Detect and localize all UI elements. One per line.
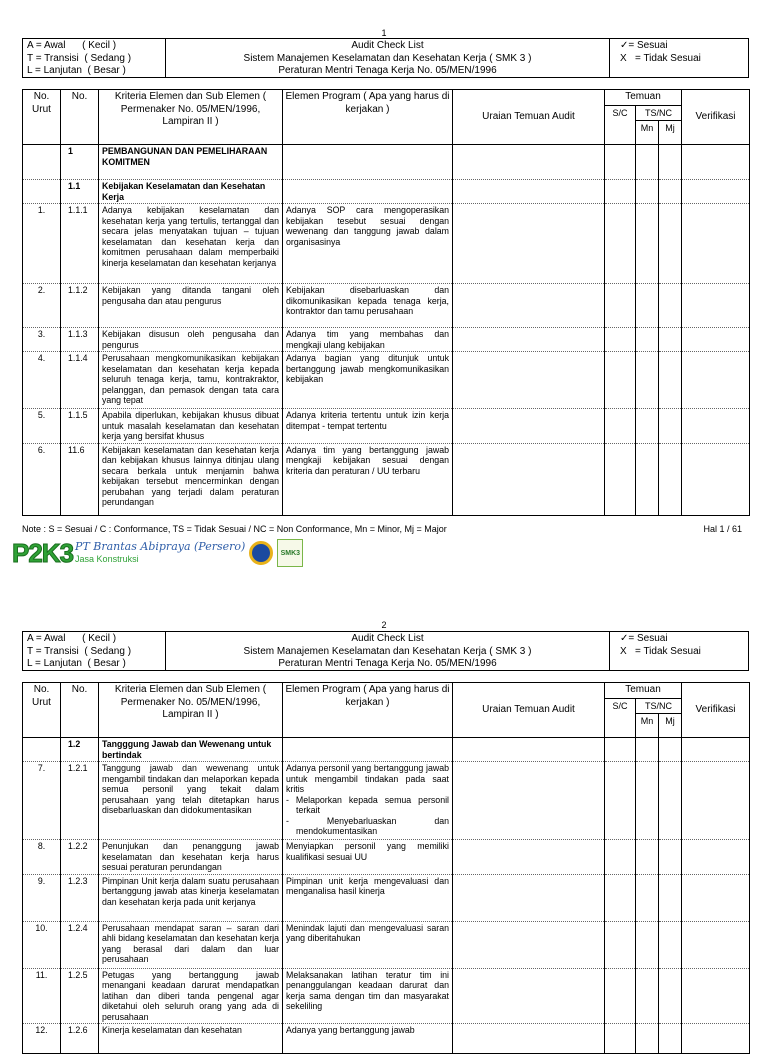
cell-verifikasi: [682, 145, 750, 180]
title-line: Audit Check List: [351, 633, 424, 644]
cell-mj: [659, 145, 682, 180]
elemen-list-item: - Menyebarluaskan dan mendokumentasikan: [286, 815, 449, 836]
cell-mj: [659, 443, 682, 515]
audit-header: [22, 38, 749, 78]
cell-elemen-program: [283, 1024, 453, 1054]
table-header: [23, 683, 750, 738]
cell-mj: [659, 352, 682, 409]
cell-verifikasi: [682, 204, 750, 284]
cell-kriteria: Adanya kebijakan keselamatan dan kesehatan kerja yang tertulis, tertanggal dan secara jelas menyatakan tujuan – tujuan keselamatan dan kesehatan kerja dan komitmen perusahaan dalam memperbaiki kinerja keselamatan dan kesehatan kerjanya: [99, 204, 283, 284]
col-elemen-program: Elemen Program ( Apa yang harus di kerjakan ): [283, 683, 453, 738]
cell-elemen-program: [283, 762, 453, 840]
cell-no: 1: [61, 145, 99, 180]
col-elemen-program: Elemen Program ( Apa yang harus di kerjakan ): [283, 90, 453, 145]
cell-mj: [659, 409, 682, 444]
table-body: [23, 738, 750, 1054]
col-kriteria: Kriteria Elemen dan Sub Elemen ( Permenaker No. 05/MEN/1996, Lampiran II ): [99, 683, 283, 738]
elemen-text: Adanya tim yang bertanggung jawab mengkaji kebijakan sesuai dengan kriteria dan peraturan / UU terbaru: [286, 444, 449, 476]
smk3-logo: SMK3: [277, 539, 303, 567]
cell-mn: [636, 840, 659, 875]
level-legend: A = Awal ( Kecil ) T = Transisi ( Sedang ) L = Lanjutan ( Besar ): [23, 632, 166, 670]
cell-no-urut: [23, 738, 61, 762]
cell-mn: [636, 738, 659, 762]
cell-mj: [659, 1024, 682, 1054]
cell-no: 1.2.1: [61, 762, 99, 840]
cell-kriteria: Penunjukan dan penanggung jawab keselamatan dan kesehatan kerja harus sesuai peraturan perundangan: [99, 840, 283, 875]
cell-mn: [636, 180, 659, 204]
elemen-text: Adanya kriteria tertentu untuk izin kerja ditempat - tempat tertentu: [286, 410, 449, 431]
cell-uraian: [453, 1024, 605, 1054]
page-number: 2: [381, 620, 387, 630]
col-sc: S/C: [605, 698, 636, 738]
footnote: Note : S = Sesuai / C : Conformance, TS = Tidak Sesuai / NC = Non Conformance, Mn = Minor, Mj = Major: [22, 524, 447, 534]
cell-elemen-program: [283, 738, 453, 762]
status-legend: ✓= Sesuai X = Tidak Sesuai: [620, 40, 701, 64]
cell-no-urut: 9.: [23, 874, 61, 921]
table-row: [23, 840, 750, 875]
col-verifikasi: Verifikasi: [682, 683, 750, 738]
cell-mn: [636, 409, 659, 444]
cell-uraian: [453, 409, 605, 444]
title-line: Audit Check List: [351, 40, 424, 51]
cell-no: 1.2.6: [61, 1024, 99, 1054]
cell-mj: [659, 874, 682, 921]
cell-sc: [605, 921, 636, 968]
cell-uraian: [453, 762, 605, 840]
cell-sc: [605, 328, 636, 352]
footer-logos: [12, 537, 303, 569]
cell-kriteria: Kebijakan disusun oleh pengusaha dan pengurus: [99, 328, 283, 352]
cell-kriteria: Pimpinan Unit kerja dalam suatu perusahaan bertanggung jawab atas kinerja keselamatan dan kesehatan kerja pada unit kerjanya: [99, 874, 283, 921]
cell-verifikasi: [682, 968, 750, 1024]
col-mn: Mn: [636, 714, 659, 738]
col-no: No.: [61, 90, 99, 145]
cell-elemen-program: [283, 145, 453, 180]
cell-verifikasi: [682, 762, 750, 840]
cell-sc: [605, 352, 636, 409]
cell-verifikasi: [682, 921, 750, 968]
col-mj: Mj: [659, 714, 682, 738]
cell-elemen-program: [283, 284, 453, 328]
company-subtitle: Jasa Konstruksi: [75, 554, 139, 564]
cell-sc: [605, 409, 636, 444]
cell-no: 1.2.3: [61, 874, 99, 921]
cell-uraian: [453, 180, 605, 204]
header-title: [166, 632, 610, 670]
cell-no: 1.1.3: [61, 328, 99, 352]
table-row: [23, 180, 750, 204]
cell-kriteria: Perusahaan mendapat saran – saran dari ahli bidang keselamatan dan kesehatan kerja yang berasal dari dalam dan luar perusahaan: [99, 921, 283, 968]
cell-elemen-program: [283, 840, 453, 875]
cell-uraian: [453, 840, 605, 875]
cell-no: 1.1: [61, 180, 99, 204]
table-row: [23, 409, 750, 444]
col-temuan: Temuan: [605, 90, 682, 106]
table-row: [23, 145, 750, 180]
cell-verifikasi: [682, 738, 750, 762]
cell-mj: [659, 328, 682, 352]
cell-kriteria: Kebijakan keselamatan dan kesehatan kerja dan kebijakan khusus lainnya ditinjau ulang secara berkala untuk menjamin bahwa kebijakan tersebut mencerminkan dengan perubahan yang terjadi dalam peraturan perundangan: [99, 443, 283, 515]
elemen-text: Menyiapkan personil yang memiliki kualifikasi sesuai UU: [286, 841, 449, 862]
elemen-list: [286, 795, 449, 837]
cell-mj: [659, 840, 682, 875]
col-no-urut: No. Urut: [23, 90, 61, 145]
cell-no: 1.1.2: [61, 284, 99, 328]
cell-verifikasi: [682, 352, 750, 409]
cell-mn: [636, 762, 659, 840]
cell-mj: [659, 284, 682, 328]
col-uraian: Uraian Temuan Audit: [453, 683, 605, 738]
cell-kriteria: PEMBANGUNAN DAN PEMELIHARAAN KOMITMEN: [99, 145, 283, 180]
cell-uraian: [453, 284, 605, 328]
cell-uraian: [453, 443, 605, 515]
elemen-text: Melaksanakan latihan teratur tim ini penanggulangan keadaan darurat dan kerja sama dengan tim dan masyarakat sekeliling: [286, 969, 449, 1011]
elemen-text: Pimpinan unit kerja mengevaluasi dan menganalisa hasil kinerja: [286, 875, 449, 896]
cell-no-urut: 2.: [23, 284, 61, 328]
cell-kriteria: Kebijakan yang ditanda tangani oleh pengusaha dan atau pengurus: [99, 284, 283, 328]
cell-kriteria: Apabila diperlukan, kebijakan khusus dibuat untuk masalah keselamatan dan kesehatan kerja yang bersifat khusus: [99, 409, 283, 444]
cell-no-urut: 3.: [23, 328, 61, 352]
company-logo: [75, 541, 245, 565]
col-tsnc: TS/NC: [636, 105, 682, 121]
cell-mj: [659, 762, 682, 840]
table-row: [23, 204, 750, 284]
cell-sc: [605, 874, 636, 921]
table-row: [23, 1024, 750, 1054]
cell-sc: [605, 145, 636, 180]
cell-uraian: [453, 352, 605, 409]
table-row: [23, 874, 750, 921]
cell-mn: [636, 284, 659, 328]
col-mn: Mn: [636, 121, 659, 145]
cell-kriteria: Kebijakan Keselamatan dan Kesehatan Kerja: [99, 180, 283, 204]
table-row: [23, 443, 750, 515]
cell-uraian: [453, 874, 605, 921]
cell-kriteria: Tanggung jawab dan wewenang untuk mengambil tindakan dan melaporkan kepada semua personil yang tekait dalam perusahaan yang telah ditetapkan harus disebarluaskan dan didokumentasikan: [99, 762, 283, 840]
title-line: Sistem Manajemen Keselamatan dan Kesehatan Kerja ( SMK 3 ): [243, 52, 532, 64]
cell-no-urut: 12.: [23, 1024, 61, 1054]
cell-elemen-program: [283, 443, 453, 515]
elemen-text: Adanya tim yang membahas dan mengkaji ulang kebijakan: [286, 329, 449, 350]
col-sc: S/C: [605, 105, 636, 145]
cell-sc: [605, 443, 636, 515]
cell-elemen-program: [283, 204, 453, 284]
cell-mj: [659, 968, 682, 1024]
cell-sc: [605, 180, 636, 204]
cell-no-urut: 8.: [23, 840, 61, 875]
cell-sc: [605, 840, 636, 875]
cell-no-urut: 11.: [23, 968, 61, 1024]
table-row: [23, 762, 750, 840]
cell-elemen-program: [283, 180, 453, 204]
document-page-2: [0, 592, 768, 1035]
title-line: Peraturan Mentri Tenaga Kerja No. 05/MEN/1996: [278, 65, 497, 76]
cell-no-urut: 4.: [23, 352, 61, 409]
cell-uraian: [453, 921, 605, 968]
company-name: PT Brantas Abipraya (Persero): [75, 540, 246, 553]
cell-kriteria: Kinerja keselamatan dan kesehatan: [99, 1024, 283, 1054]
p2k3-logo: P2K3: [12, 537, 74, 568]
col-mj: Mj: [659, 121, 682, 145]
cell-mj: [659, 738, 682, 762]
col-no-urut: No. Urut: [23, 683, 61, 738]
cell-elemen-program: [283, 921, 453, 968]
cell-no-urut: 6.: [23, 443, 61, 515]
table-body: [23, 145, 750, 516]
cell-no-urut: 7.: [23, 762, 61, 840]
col-temuan: Temuan: [605, 683, 682, 699]
col-uraian: Uraian Temuan Audit: [453, 90, 605, 145]
cell-mn: [636, 874, 659, 921]
cell-elemen-program: [283, 328, 453, 352]
cell-uraian: [453, 145, 605, 180]
cell-no-urut: [23, 180, 61, 204]
audit-header: [22, 631, 749, 671]
title-line: Sistem Manajemen Keselamatan dan Kesehatan Kerja ( SMK 3 ): [243, 645, 532, 657]
cell-kriteria: Tangggung Jawab dan Wewenang untuk bertindak: [99, 738, 283, 762]
table-header: [23, 90, 750, 145]
cell-kriteria: Perusahaan mengkomunikasikan kebijakan keselamatan dan kesehatan kerja kepada seluruh tenaga kerja, tamu, kontrakraktor, pelanggan, dan pemasok dengan tata cara yang tepat: [99, 352, 283, 409]
status-legend: ✓= Sesuai X = Tidak Sesuai: [620, 633, 701, 657]
cell-no: 1.2.4: [61, 921, 99, 968]
audit-table: [22, 89, 750, 516]
cell-mn: [636, 443, 659, 515]
page-number: 1: [381, 28, 387, 38]
cell-sc: [605, 1024, 636, 1054]
page-count: Hal 1 / 61: [703, 524, 742, 534]
cell-kriteria: Petugas yang bertanggung jawab menangani keadaan darurat mendapatkan latihan dan diberi tanda pengenal agar diketahui oleh seluruh orang yang ada di perusahaan: [99, 968, 283, 1024]
col-no: No.: [61, 683, 99, 738]
table-row: [23, 352, 750, 409]
level-legend: A = Awal ( Kecil ) T = Transisi ( Sedang ) L = Lanjutan ( Besar ): [23, 39, 166, 77]
table-row: [23, 968, 750, 1024]
col-kriteria: Kriteria Elemen dan Sub Elemen ( Permenaker No. 05/MEN/1996, Lampiran II ): [99, 90, 283, 145]
elemen-text: Adanya SOP cara mengoperasikan kebijakan tesebut sesuai dengan wewenang dan tanggung jawab dalam organisasinya: [286, 205, 449, 247]
table-row: [23, 284, 750, 328]
cell-no: 11.6: [61, 443, 99, 515]
cell-mn: [636, 145, 659, 180]
cell-verifikasi: [682, 443, 750, 515]
cell-sc: [605, 738, 636, 762]
cell-sc: [605, 762, 636, 840]
cell-no: 1.2.5: [61, 968, 99, 1024]
cell-verifikasi: [682, 840, 750, 875]
cell-verifikasi: [682, 1024, 750, 1054]
cell-mn: [636, 328, 659, 352]
cell-mn: [636, 1024, 659, 1054]
cell-verifikasi: [682, 284, 750, 328]
cell-elemen-program: [283, 409, 453, 444]
cell-no-urut: 5.: [23, 409, 61, 444]
cell-elemen-program: [283, 874, 453, 921]
elemen-list-item: - Melaporkan kepada semua personil terkait: [286, 794, 449, 815]
cell-verifikasi: [682, 874, 750, 921]
elemen-text: Adanya yang bertanggung jawab: [286, 1025, 415, 1035]
cell-mj: [659, 921, 682, 968]
cell-no-urut: [23, 145, 61, 180]
cell-no-urut: 1.: [23, 204, 61, 284]
cell-uraian: [453, 328, 605, 352]
cell-verifikasi: [682, 409, 750, 444]
elemen-text: Kebijakan disebarluaskan dan dikomunikasikan kepada tenaga kerja, kontraktor dan tamu perusahaan: [286, 285, 449, 316]
cell-verifikasi: [682, 328, 750, 352]
elemen-text: Menindak lajuti dan mengevaluasi saran yang diberitahukan: [286, 922, 449, 943]
title-line: Peraturan Mentri Tenaga Kerja No. 05/MEN/1996: [278, 658, 497, 669]
cell-no-urut: 10.: [23, 921, 61, 968]
audit-table: [22, 682, 750, 1054]
cell-sc: [605, 284, 636, 328]
cell-no: 1.2.2: [61, 840, 99, 875]
cell-sc: [605, 204, 636, 284]
col-tsnc: TS/NC: [636, 698, 682, 714]
cell-no: 1.1.4: [61, 352, 99, 409]
cell-uraian: [453, 204, 605, 284]
elemen-text: Adanya bagian yang ditunjuk untuk bertanggung jawab mengkomunikasikan kebijakan: [286, 353, 449, 384]
bumn-emblem-icon: [249, 541, 273, 565]
elemen-text: Adanya personil yang bertanggung jawab untuk mengambil tindakan pada saat kritis: [286, 763, 449, 794]
cell-mn: [636, 204, 659, 284]
cell-sc: [605, 968, 636, 1024]
cell-no: 1.2: [61, 738, 99, 762]
cell-mj: [659, 180, 682, 204]
cell-uraian: [453, 738, 605, 762]
header-title: [166, 39, 610, 77]
cell-no: 1.1.5: [61, 409, 99, 444]
cell-no: 1.1.1: [61, 204, 99, 284]
table-row: [23, 738, 750, 762]
cell-verifikasi: [682, 180, 750, 204]
cell-mn: [636, 968, 659, 1024]
cell-elemen-program: [283, 968, 453, 1024]
table-row: [23, 328, 750, 352]
col-verifikasi: Verifikasi: [682, 90, 750, 145]
cell-mn: [636, 352, 659, 409]
cell-mj: [659, 204, 682, 284]
cell-mn: [636, 921, 659, 968]
cell-elemen-program: [283, 352, 453, 409]
cell-uraian: [453, 968, 605, 1024]
table-row: [23, 921, 750, 968]
